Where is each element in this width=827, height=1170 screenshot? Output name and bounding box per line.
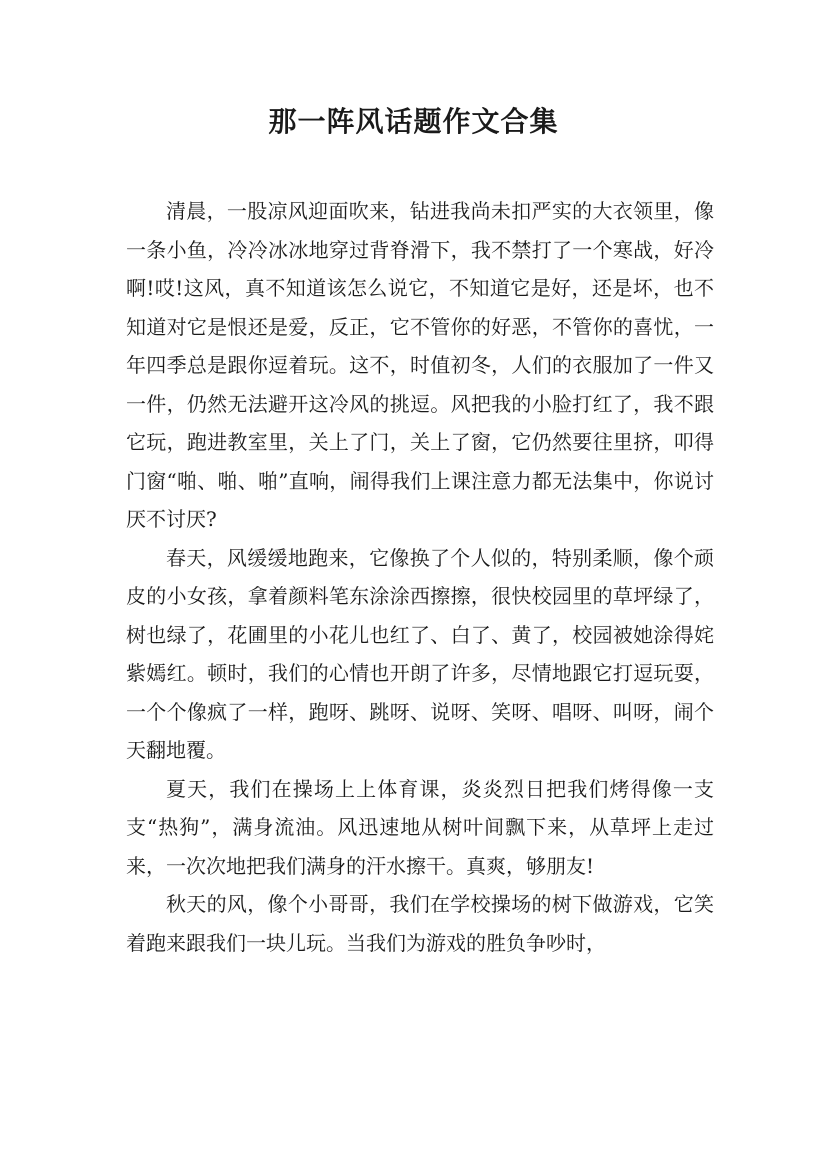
paragraph-autumn: 秋天的风，像个小哥哥，我们在学校操场的树下做游戏，它笑着跑来跟我们一块儿玩。当我们为游戏的胜负争吵时，: [126, 892, 714, 955]
document-body: [126, 192, 714, 962]
paragraph-winter: 清晨，一股凉风迎面吹来，钻进我尚未扣严实的大衣领里，像一条小鱼，冷冷冰冰地穿过背脊滑下，我不禁打了一个寒战，好冷啊!哎!这风，真不知道该怎么说它，不知道它是好，还是坏，也不知道对它是恨还是爱，反正，它不管你的好恶，不管你的喜忧，一年四季总是跟你逗着玩。这不，时值初冬，人们的衣服加了一件又一件，仍然无法避开这冷风的挑逗。风把我的小脸打红了，我不跟它玩，跑进教室里，关上了门，关上了窗，它仍然要往里挤，叩得门窗“啪、啪、啪”直响，闹得我们上课注意力都无法集中，你说讨厌不讨厌?: [126, 199, 714, 531]
document-title: 那一阵风话题作文合集: [268, 105, 559, 138]
paragraph-summer: 夏天，我们在操场上上体育课，炎炎烈日把我们烤得像一支支“热狗”，满身流油。风迅速地从树叶间飘下来，从草坪上走过来，一次次地把我们满身的汗水擦干。真爽，够朋友!: [126, 776, 714, 878]
paragraph-spring: 春天，风缓缓地跑来，它像换了个人似的，特别柔顺，像个顽皮的小女孩，拿着颜料笔东涂涂西擦擦，很快校园里的草坪绿了，树也绿了，花圃里的小花儿也红了、白了、黄了，校园被她涂得姹紫嫣红。顿时，我们的心情也开朗了许多，尽情地跟它打逗玩耍，一个个像疯了一样，跑呀、跳呀、说呀、笑呀、唱呀、叫呀，闹个天翻地覆。: [126, 545, 714, 762]
